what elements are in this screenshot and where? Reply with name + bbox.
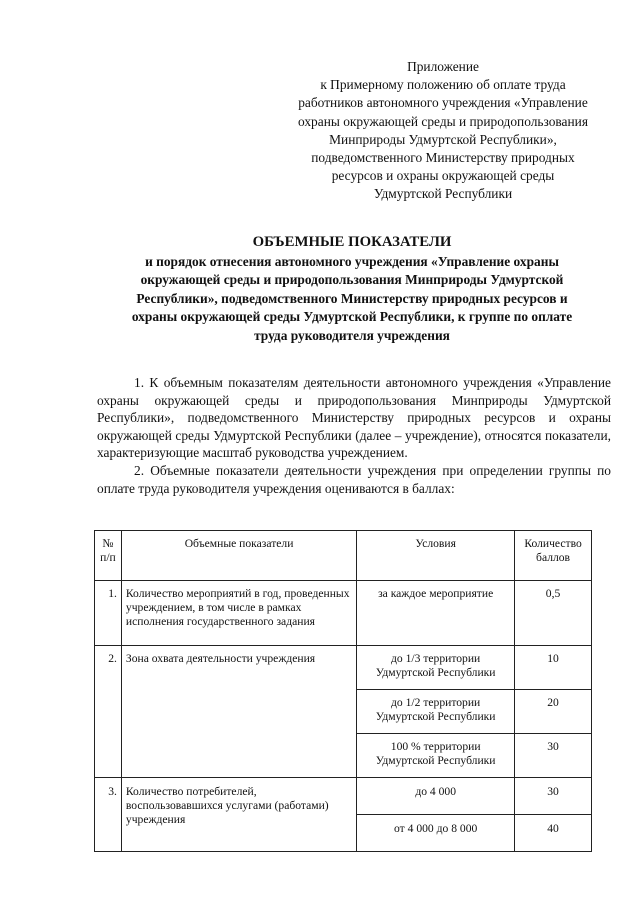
- table-row: [95, 646, 592, 690]
- table-header-row: [95, 531, 592, 581]
- row-score: 40: [515, 815, 592, 852]
- paragraph-1: 1. К объемным показателям деятельности автономного учреждения «Управление охраны окружающей среды и природопользования Минприроды Удмуртской Республики», подведомственного Министерству природных ресурсов и охраны окружающей среды Удмуртской Республики (далее – учреждение), относятся показатели, характеризующие масштаб руководства учреждением.: [97, 375, 611, 461]
- header-score: Количество баллов: [515, 531, 592, 581]
- row-num: 2.: [95, 646, 122, 778]
- table-row: [95, 581, 592, 646]
- header-indicator: Объемные показатели: [121, 531, 356, 581]
- appendix-line: подведомственного Министерству природных: [311, 150, 575, 166]
- body-text: [97, 374, 611, 497]
- row-score: 20: [515, 690, 592, 734]
- title-sub-line: труда руководителя учреждения: [254, 327, 450, 343]
- header-condition: Условия: [357, 531, 515, 581]
- row-condition: до 1/2 территории Удмуртской Республики: [357, 690, 515, 734]
- appendix-line: ресурсов и охраны окружающей среды: [331, 168, 555, 184]
- row-indicator: Количество потребителей, воспользовавшихся услугами (работами) учреждения: [121, 778, 356, 852]
- indicators-table: [94, 530, 592, 852]
- title-sub-line: и порядок отнесения автономного учреждения «Управление охраны: [145, 254, 559, 269]
- row-num: 1.: [95, 581, 122, 646]
- paragraph-2: 2. Объемные показатели деятельности учреждения при определении группы по оплате труда руководителя учреждения оцениваются в баллах:: [97, 462, 611, 496]
- document-title: [92, 232, 612, 345]
- title-sub-line: окружающей среды и природопользования Минприроды Удмуртской: [140, 272, 564, 288]
- row-indicator: Количество мероприятий в год, проведенных учреждением, в том числе в рамках исполнения государственного задания: [121, 581, 356, 646]
- row-score: 30: [515, 778, 592, 815]
- appendix-header: [278, 58, 608, 204]
- appendix-line: к Примерному положению об оплате труда: [320, 77, 566, 93]
- appendix-line: Удмуртской Республики: [373, 186, 513, 202]
- row-score: 30: [515, 734, 592, 778]
- row-score: 0,5: [515, 581, 592, 646]
- title-sub-line: охраны окружающей среды Удмуртской Республики, к группе по оплате: [131, 309, 573, 325]
- row-condition: до 1/3 территории Удмуртской Республики: [357, 646, 515, 690]
- row-condition: до 4 000: [357, 778, 515, 815]
- title-subtitle: [92, 253, 612, 345]
- row-score: 10: [515, 646, 592, 690]
- row-condition: от 4 000 до 8 000: [357, 815, 515, 852]
- appendix-line: Приложение: [407, 59, 479, 74]
- table-row: [95, 778, 592, 815]
- header-num: № п/п: [95, 531, 122, 581]
- row-condition: за каждое мероприятие: [357, 581, 515, 646]
- row-num: 3.: [95, 778, 122, 852]
- appendix-line: охраны окружающей среды и природопользования: [298, 113, 588, 129]
- row-indicator: Зона охвата деятельности учреждения: [121, 646, 356, 778]
- appendix-line: Минприроды Удмуртской Республики»,: [329, 131, 557, 147]
- title-sub-line: Республики», подведомственного Министерству природных ресурсов и: [136, 290, 568, 306]
- appendix-line: работников автономного учреждения «Управление: [298, 95, 588, 111]
- row-condition: 100 % территории Удмуртской Республики: [357, 734, 515, 778]
- title-main: ОБЪЕМНЫЕ ПОКАЗАТЕЛИ: [252, 234, 452, 250]
